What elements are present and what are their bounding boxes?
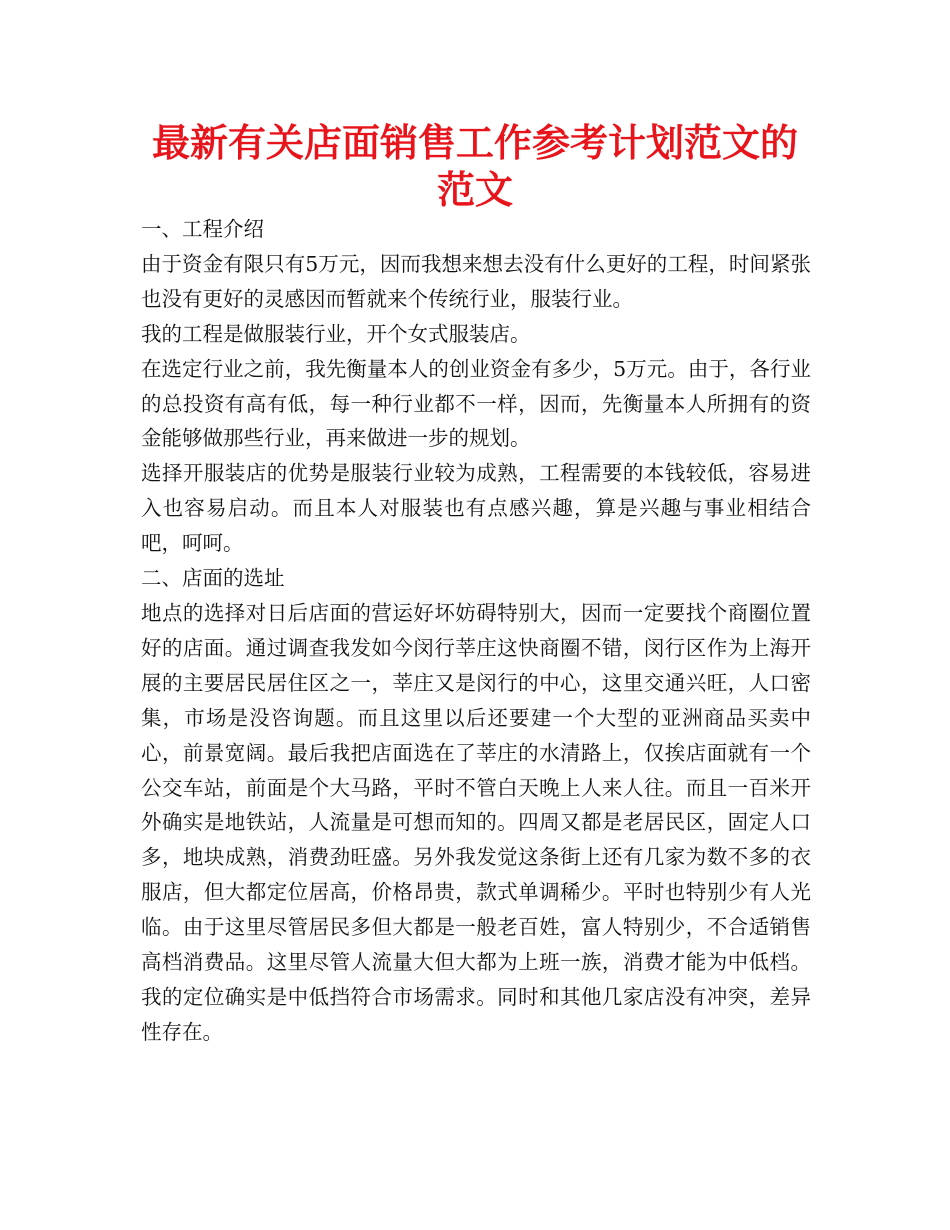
paragraph: 我的工程是做服装行业，开个女式服装店。 [141, 321, 531, 346]
document-body [141, 212, 811, 1050]
section-heading-1: 一、工程介绍 [141, 217, 264, 241]
paragraph: 地点的选择对日后店面的营运好坏妨碍特别大，因而一定要找个商圈位置好的店面。通过调查我发如今闵行莘庄这快商圈不错，闵行区作为上海开展的主要居民居住区之一，莘庄又是闵行的中心，这里交通兴旺，人口密集，市场是没咨询题。而且这里以后还要建一个大型的亚洲商品买卖中心，前景宽阔。最后我把店面选在了莘庄的水清路上，仅挨店面就有一个公交车站，前面是个大马路，平时不管白天晚上人来人往。而且一百米开外确实是地铁站，人流量是可想而知的。四周又都是老居民区，固定人口多，地块成熟，消费劲旺盛。另外我发觉这条街上还有几家为数不多的衣服店，但大都定位居高，价格昂贵，款式单调稀少。平时也特别少有人光临。由于这里尽管居民多但大都是一般老百姓，富人特别少，不合适销售高档消费品。这里尽管人流量大但大都为上班一族，消费才能为中低档。我的定位确实是中低挡符合市场需求。同时和其他几家店没有冲突，差异性存在。 [141, 600, 811, 1044]
paragraph: 由于资金有限只有5万元，因而我想来想去没有什么更好的工程，时间紧张也没有更好的灵感因而暂就来个传统行业，服装行业。 [141, 251, 811, 311]
document-title: 最新有关店面销售工作参考计划范文的范文 [151, 121, 798, 212]
section-heading-2: 二、店面的选址 [141, 566, 285, 591]
paragraph: 在选定行业之前，我先衡量本人的创业资金有多少，5万元。由于，各行业的总投资有高有低，每一种行业都不一样，因而，先衡量本人所拥有的资金能够做那些行业，再来做进一步的规划。 [141, 356, 811, 451]
paragraph: 选择开服装店的优势是服装行业较为成熟，工程需要的本钱较低，容易进入也容易启动。而且本人对服装也有点感兴趣，算是兴趣与事业相结合吧，呵呵。 [141, 461, 811, 556]
